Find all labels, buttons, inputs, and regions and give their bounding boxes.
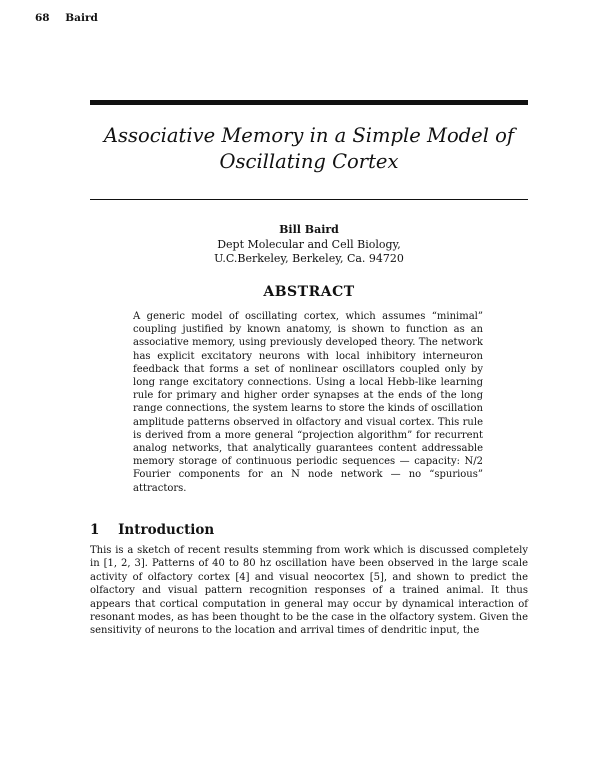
title-top-rule <box>90 100 528 105</box>
section-heading <box>90 522 214 538</box>
author-affiliation-2: U.C.Berkeley, Berkeley, Ca. 94720 <box>214 252 404 265</box>
author-name: Bill Baird <box>279 223 339 236</box>
running-head <box>35 12 110 24</box>
running-head-author: Baird <box>65 12 98 24</box>
section-number: 1 <box>90 522 100 538</box>
paper-title-line-1: Associative Memory in a Simple Model of <box>103 124 515 147</box>
author-block <box>90 223 528 267</box>
introduction-text: This is a sketch of recent results stemming from work which is discussed completely in [1, 2, 3]. Patterns of 40 to 80 hz oscillation have been observed in the large scale activity of olfactory cortex [4] and visual neocortex [5], and shown to predict the olfactory and visual pattern recognition responses of a trained animal. It thus appears that cortical computation in general may occur by dynamical interaction of resonant modes, as has been thought to be the case in the olfactory system. Given the sensitivity of neurons to the location and arrival times of dendritic input, the <box>90 545 529 637</box>
section-title: Introduction <box>118 522 215 538</box>
author-affiliation-1: Dept Molecular and Cell Biology, <box>217 237 401 251</box>
page-number: 68 <box>35 12 50 24</box>
paper-title <box>90 123 528 175</box>
abstract-heading: ABSTRACT <box>263 284 355 300</box>
paper-title-line-2: Oscillating Cortex <box>219 150 399 173</box>
abstract-text: A generic model of oscillating cortex, which assumes “minimal” coupling justified by known anatomy, is shown to function as an associative memory, using previously developed theory. The network has explicit excitatory neurons with local inhibitory interneuron feedback that forms a set of nonlinear oscillators coupled only by long range excitatory connections. Using a local Hebb-like learning rule for primary and higher order synapses at the ends of the long range connections, the system learns to store the kinds of oscillation amplitude patterns observed in olfactory and visual cortex. This rule is derived from a more general “projection algorithm” for recurrent analog networks, that analytically guarantees content addressable memory storage of continuous periodic sequences — capacity: N/2 Fourier components for an N node network — no “spurious” attractors. <box>133 311 483 494</box>
title-bottom-rule <box>90 199 528 200</box>
